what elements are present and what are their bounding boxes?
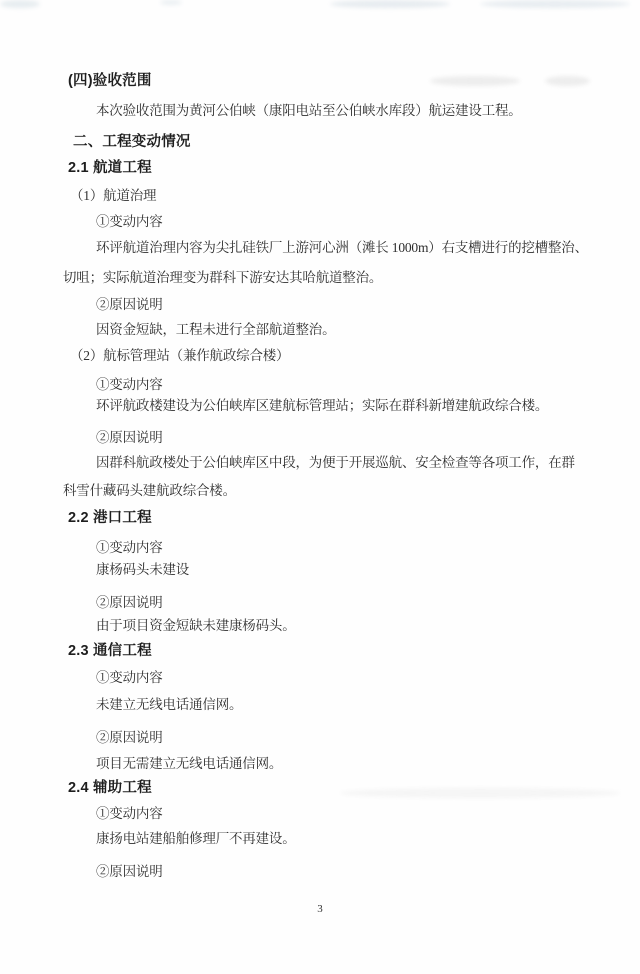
scan-artifact [160, 0, 182, 5]
heading-section-2-changes: 二、工程变动情况 [73, 134, 191, 150]
para-change-content-4: 未建立无线电话通信网。 [96, 697, 243, 712]
para-change-content-5: 康扬电站建船舶修理厂不再建设。 [96, 831, 296, 846]
scan-artifact [480, 0, 630, 8]
para-acceptance-scope: 本次验收范围为黄河公伯峡（康阳电站至公伯峡水库段）航运建设工程。 [96, 103, 522, 118]
para-change-content-1-line1: 环评航道治理内容为尖扎硅铁厂上游河心洲（滩长 1000m）右支槽进行的挖槽整治、 [96, 240, 588, 255]
label-change-content-5: ①变动内容 [96, 806, 163, 821]
label-reason-5: ②原因说明 [96, 864, 163, 879]
heading-2-4-auxiliary-works: 2.4 辅助工程 [68, 780, 152, 796]
para-change-content-2: 环评航政楼建设为公伯峡库区建航标管理站；实际在群科新增建航政综合楼。 [96, 398, 549, 413]
label-change-content-2: ①变动内容 [96, 377, 163, 392]
label-change-content-1: ①变动内容 [96, 214, 163, 229]
scan-artifact [340, 788, 620, 798]
para-reason-2-line2: 科雪什藏码头建航政综合楼。 [63, 483, 236, 498]
scan-artifact [330, 0, 450, 8]
heading-2-1-channel-works: 2.1 航道工程 [68, 160, 152, 176]
heading-2-2-port-works: 2.2 港口工程 [68, 510, 152, 526]
item-1-channel-regulation: （1）航道治理 [70, 188, 157, 203]
scan-artifact [0, 0, 40, 8]
scan-artifact [545, 76, 590, 86]
label-reason-3: ②原因说明 [96, 595, 163, 610]
para-reason-3: 由于项目资金短缺未建康杨码头。 [96, 618, 296, 633]
label-reason-2: ②原因说明 [96, 430, 163, 445]
para-reason-1: 因资金短缺，工程未进行全部航道整治。 [96, 322, 336, 337]
label-reason-4: ②原因说明 [96, 730, 163, 745]
label-change-content-4: ①变动内容 [96, 670, 163, 685]
para-reason-2-line1: 因群科航政楼处于公伯峡库区中段，为便于开展巡航、安全检查等各项工作，在群 [96, 455, 575, 470]
para-reason-4: 项目无需建立无线电话通信网。 [96, 756, 283, 771]
para-change-content-1-line2: 切咀；实际航道治理变为群科下游安达其哈航道整治。 [63, 270, 383, 285]
label-reason-1: ②原因说明 [96, 297, 163, 312]
page-number: 3 [317, 903, 323, 915]
item-2-beacon-station: （2）航标管理站（兼作航政综合楼） [70, 348, 290, 363]
heading-2-3-communication-works: 2.3 通信工程 [68, 643, 152, 659]
label-change-content-3: ①变动内容 [96, 540, 163, 555]
heading-acceptance-scope: (四)验收范围 [68, 73, 152, 89]
para-change-content-3: 康杨码头未建设 [96, 562, 190, 577]
scan-artifact [430, 76, 520, 86]
